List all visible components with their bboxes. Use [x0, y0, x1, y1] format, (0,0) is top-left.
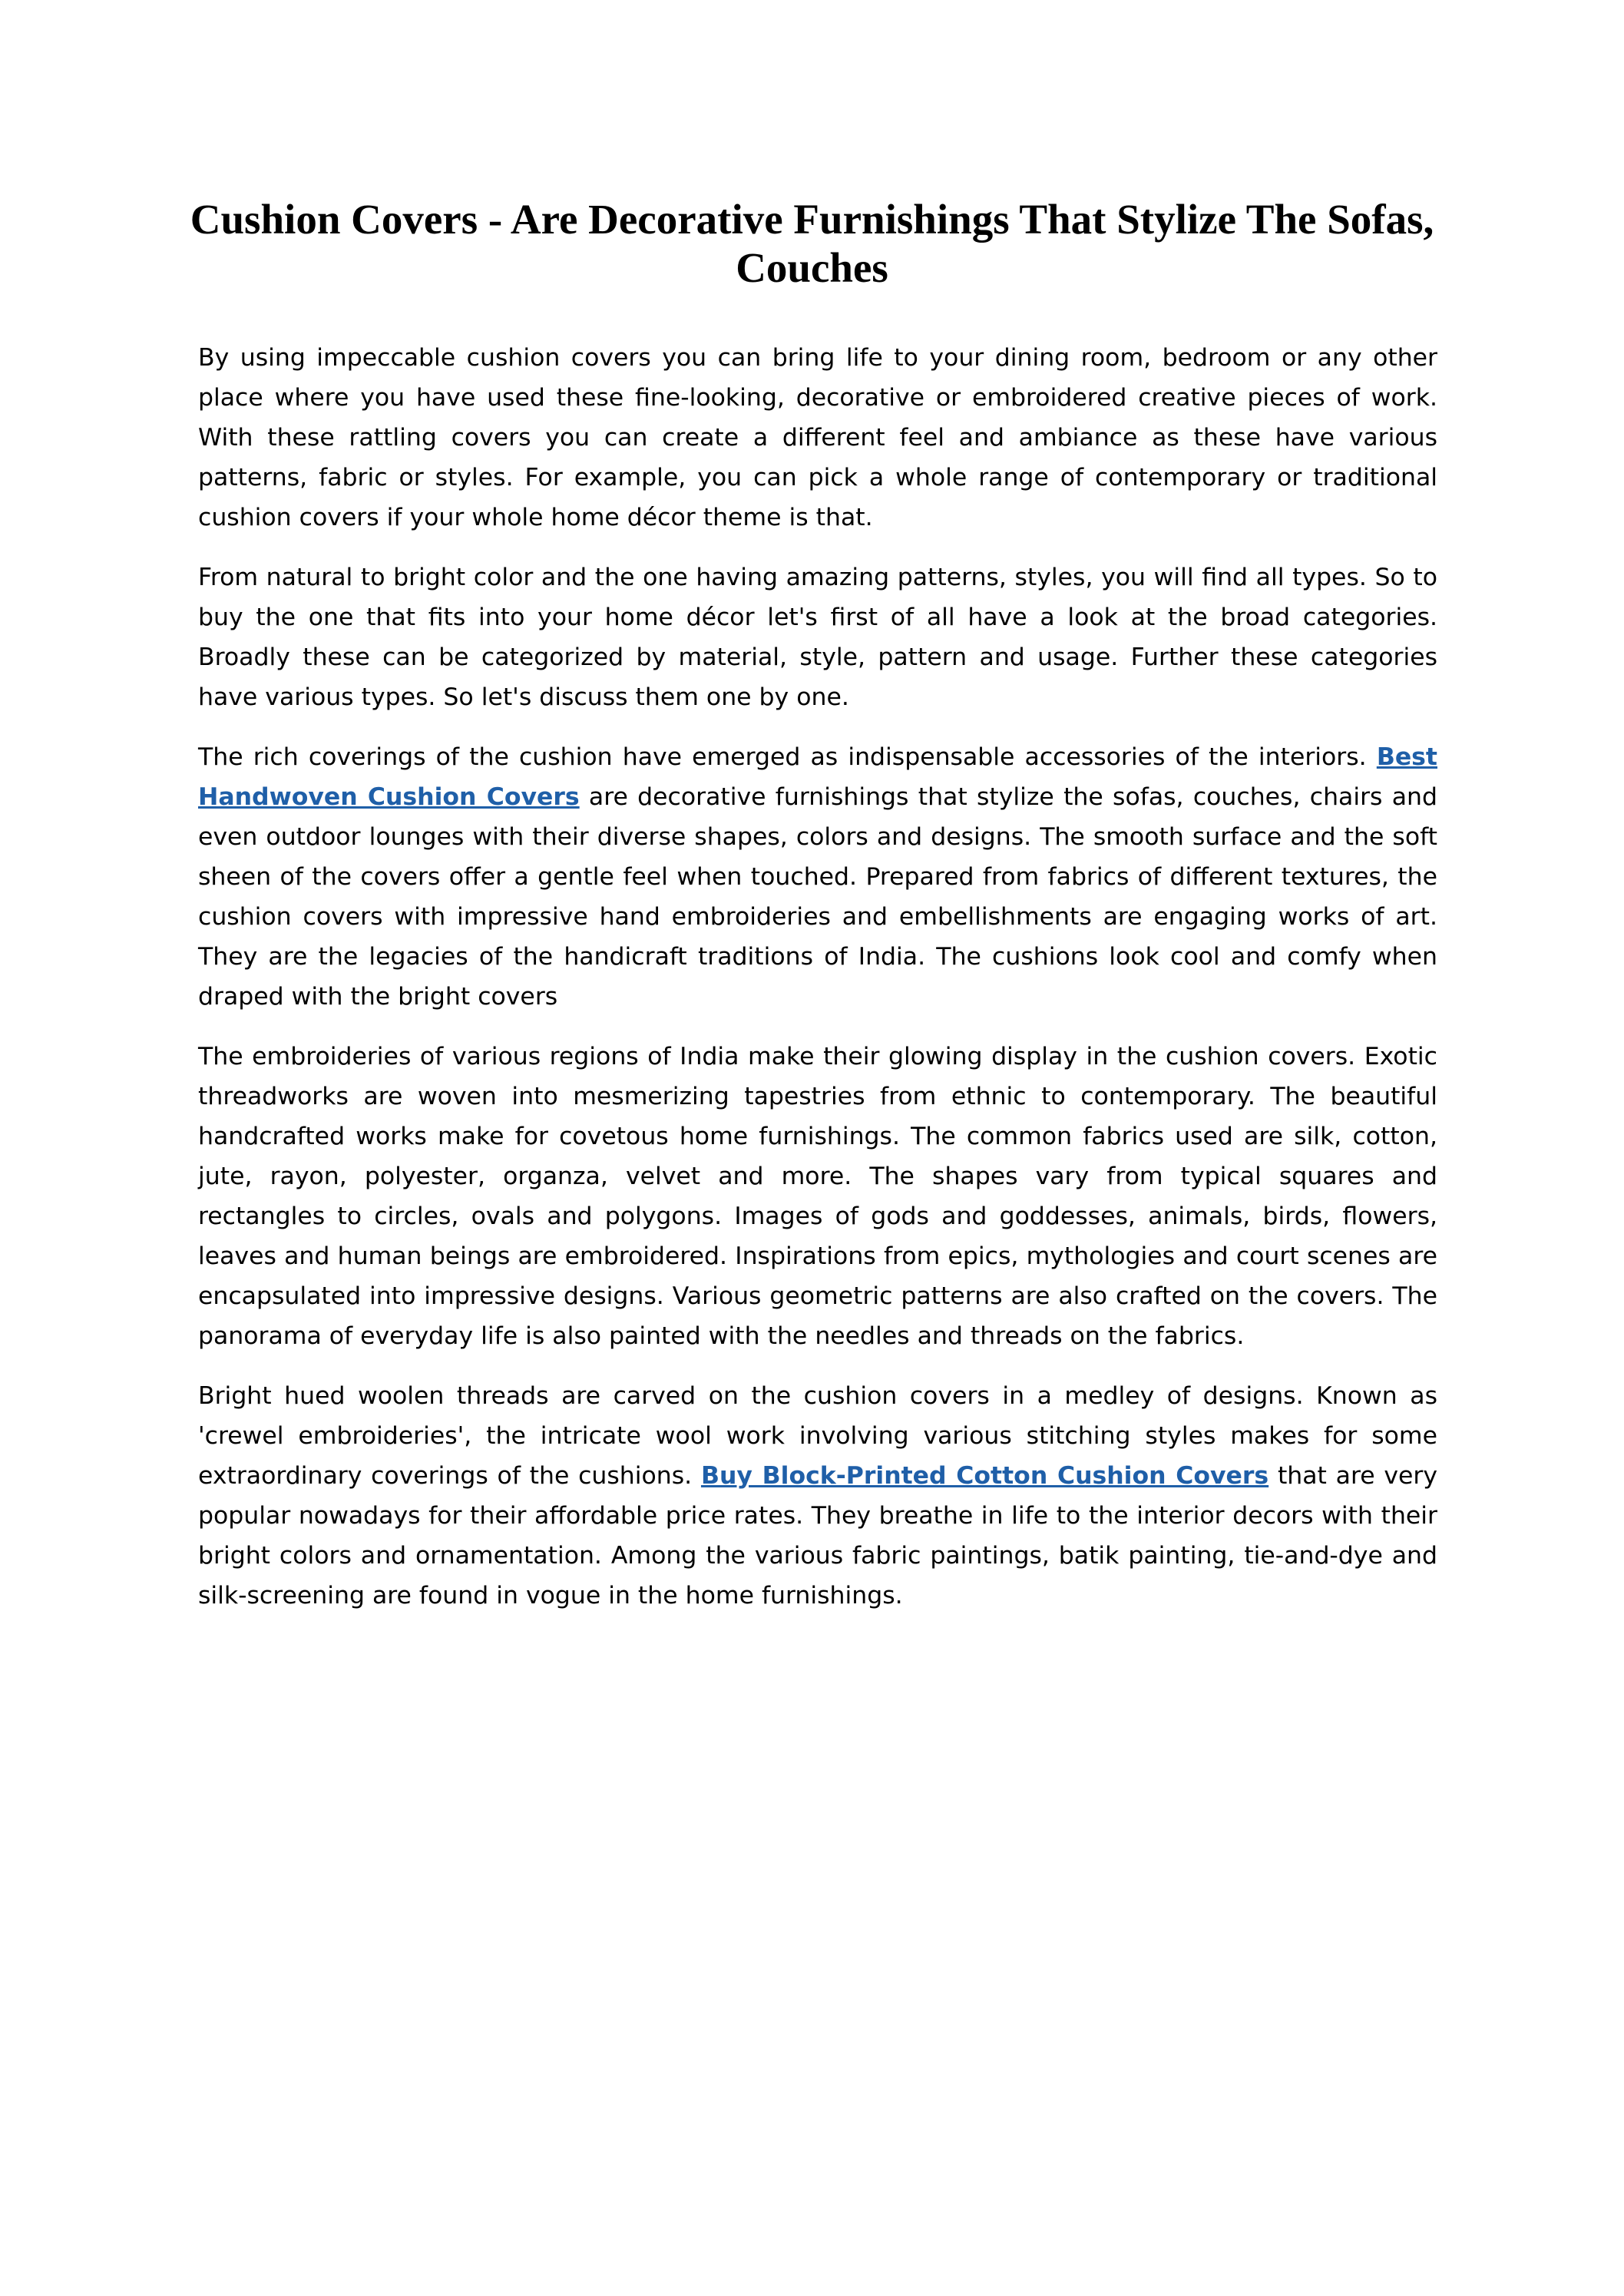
paragraph-5-text-before: Bright hued woolen threads are carved on the cushion covers in a medley of designs. Known as 'crewel embroideries', the intricate wool work involving various stitching styles makes for some extraordinary coverings of the cushions. — [198, 1382, 1437, 1490]
page-title: Cushion Covers - Are Decorative Furnishings That Stylize The Sofas, Couches — [190, 196, 1434, 291]
paragraph-5 — [198, 1376, 1437, 1616]
buy-block-printed-cotton-cushion-covers-link[interactable]: Buy Block-Printed Cotton Cushion Covers — [700, 1462, 1269, 1490]
paragraph-5-text-after: that are very popular nowadays for their affordable price rates. They breathe in life to the interior decors with their bright colors and ornamentation. Among the various fabric paintings, batik painting, tie-and-dye and silk-screening are found in vogue in the home furnishings. — [198, 1462, 1437, 1610]
paragraph-4: The embroideries of various regions of India make their glowing display in the cushion covers. Exotic threadworks are woven into mesmerizing tapestries from ethnic to contemporary. The beautiful handcrafted works make for covetous home furnishings. The common fabrics used are silk, cotton, jute, rayon, polyester, organza, velvet and more. The shapes vary from typical squares and rectangles to circles, ovals and polygons. Images of gods and goddesses, animals, birds, flowers, leaves and human beings are embroidered. Inspirations from epics, mythologies and court scenes are encapsulated into impressive designs. Various geometric patterns are also crafted on the covers. The panorama of everyday life is also painted with the needles and threads on the fabrics. — [198, 1043, 1437, 1350]
best-handwoven-cushion-covers-link[interactable]: Best Handwoven Cushion Covers — [198, 743, 1437, 811]
paragraph-1: By using impeccable cushion covers you can bring life to your dining room, bedroom or any other place where you have used these fine-looking, decorative or embroidered creative pieces of work. With these rattling covers you can create a different feel and ambiance as these have various patterns, fabric or styles. For example, you can pick a whole range of contemporary or traditional cushion covers if your whole home décor theme is that. — [198, 344, 1437, 531]
paragraph-3-text-before: The rich coverings of the cushion have emerged as indispensable accessories of the interiors. — [198, 743, 1377, 771]
article-body — [198, 338, 1437, 1636]
paragraph-2: From natural to bright color and the one having amazing patterns, styles, you will find all types. So to buy the one that fits into your home décor let's first of all have a look at the broad categories. Broadly these can be categorized by material, style, pattern and usage. Further these categories have various types. So let's discuss them one by one. — [198, 564, 1437, 711]
paragraph-3-text-after: are decorative furnishings that stylize the sofas, couches, chairs and even outdoor lounges with their diverse shapes, colors and designs. The smooth surface and the soft sheen of the covers offer a gentle feel when touched. Prepared from fabrics of different textures, the cushion covers with impressive hand embroideries and embellishments are engaging works of art. They are the legacies of the handicraft traditions of India. The cushions look cool and comfy when draped with the bright covers — [198, 783, 1437, 1011]
paragraph-3 — [198, 737, 1437, 1017]
